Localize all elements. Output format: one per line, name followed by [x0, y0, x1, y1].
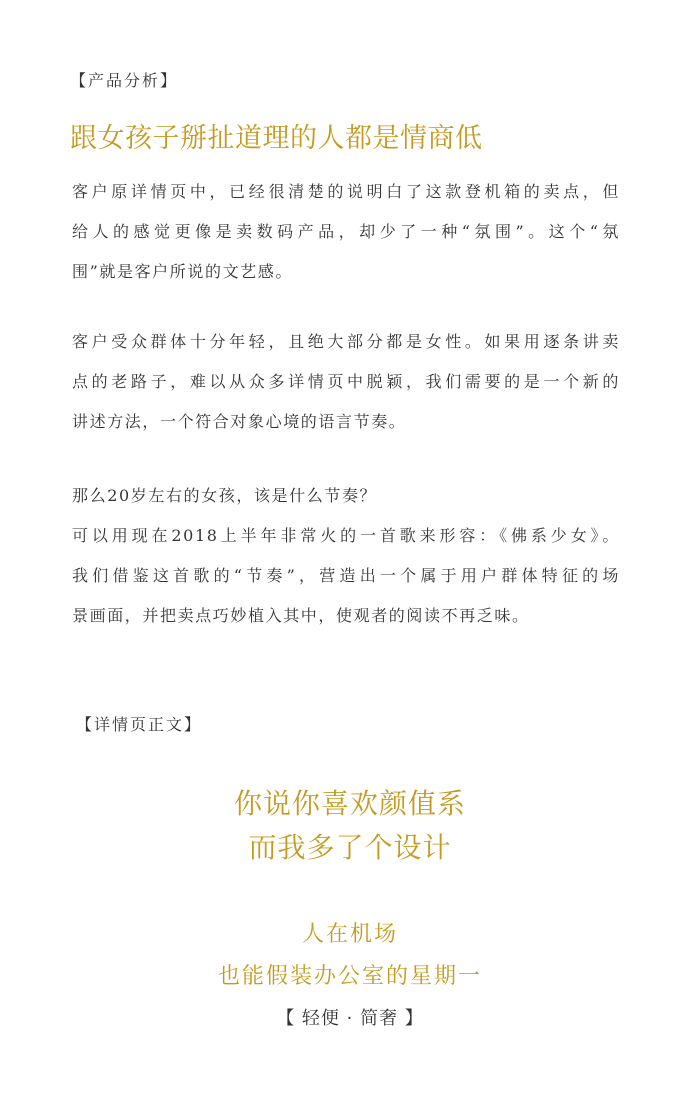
- paragraph-line: 客户受众群体十分年轻，且绝大部分都是女性。如果用逐条讲卖: [72, 332, 620, 351]
- paragraph-line: 讲述方法，一个符合对象心境的语言节奏。: [72, 412, 407, 431]
- paragraph-line: 那么20岁左右的女孩，该是什么节奏？: [72, 486, 378, 505]
- paragraph-audience: [72, 322, 620, 442]
- paragraph-line: 点的老路子，难以从众多详情页中脱颖，我们需要的是一个新的: [72, 372, 620, 391]
- slogan-line: 你说你喜欢颜值系: [233, 787, 466, 820]
- slogan-line: 而我多了个设计: [248, 831, 452, 864]
- paragraph-line: 给人的感觉更像是卖数码产品，却少了一种“氛围”。这个“氛: [72, 222, 620, 241]
- paragraph-line: 客户原详情页中，已经很清楚的说明白了这款登机箱的卖点，但: [72, 182, 620, 201]
- airport-caption-line: 人在机场: [301, 922, 398, 947]
- paragraph-line: 围”就是客户所说的文艺感。: [72, 262, 293, 281]
- slogan: [0, 782, 700, 870]
- airport-caption-line: 也能假装办公室的星期一: [217, 964, 482, 989]
- section-label-detail-body: 【详情页正文】: [76, 715, 203, 734]
- airport-caption: [0, 914, 700, 998]
- section-label-product-analysis: 【产品分析】: [70, 71, 179, 90]
- paragraph-line: 我们借鉴这首歌的“节奏”，营造出一个属于用户群体特征的场: [72, 566, 620, 585]
- paragraph-original-page-critique: [72, 172, 620, 292]
- feature-tag: 【 轻便 · 简奢 】: [276, 1008, 424, 1029]
- paragraph-rhythm: [72, 476, 620, 636]
- paragraph-line: 景画面，并把卖点巧妙植入其中，使观者的阅读不再乏味。: [72, 606, 530, 625]
- paragraph-line: 可以用现在2018上半年非常火的一首歌来形容：《佛系少女》。: [72, 526, 620, 545]
- headline: 跟女孩子掰扯道理的人都是情商低: [70, 123, 483, 154]
